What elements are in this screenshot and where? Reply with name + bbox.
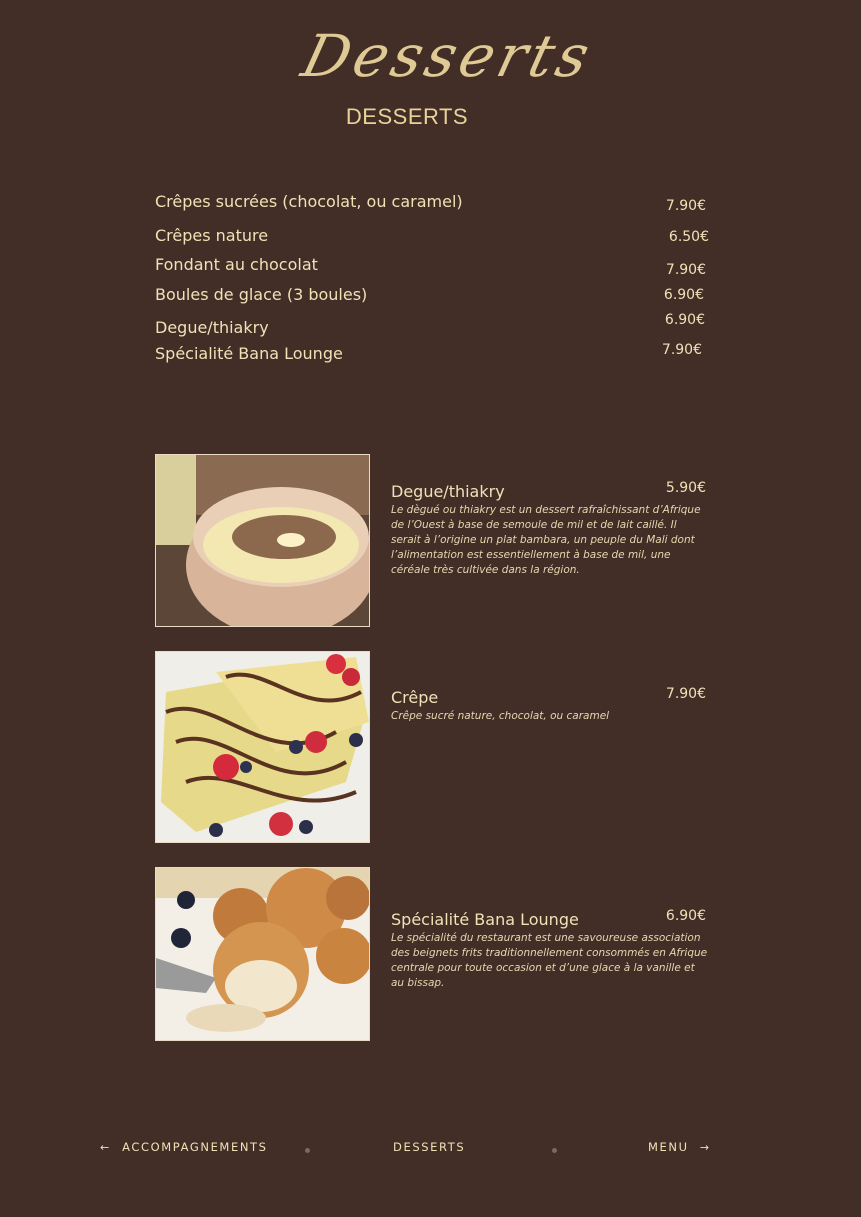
featured-item-price: 6.90€ [665,908,706,924]
featured-item-name: Degue/thiakry [391,482,505,501]
price-list-item-price: 7.90€ [665,262,706,278]
nav-prev-link[interactable] [100,1140,268,1154]
price-list-item-price: 6.90€ [664,312,705,328]
beignets-photo [155,867,370,1041]
featured-item-price: 5.90€ [665,480,706,496]
script-title: Desserts [295,22,600,90]
price-list-item-price: 6.50€ [668,229,709,245]
price-list-item-name: Fondant au chocolat [155,255,318,274]
price-list-item-name: Boules de glace (3 boules) [155,285,368,304]
featured-item-description: Le dègué ou thiakry est un dessert rafraîchissant d’Afrique de l’Ouest à base de semoule de mil et de lait caillé. Il serait à l’origine un plat bambara, un peuple du Mali dont l’alimentation est essentiellement à base de mil, une céréale très cultivée dans la région. [391,504,701,576]
degue-bowl-photo [155,454,370,627]
featured-item-name: Spécialité Bana Lounge [391,910,579,929]
nav-prev-label: ACCOMPAGNEMENTS [122,1140,268,1154]
price-list-item-name: Spécialité Bana Lounge [155,344,343,363]
nav-separator-dot [552,1148,557,1153]
crepe-photo [155,651,370,843]
price-list-item-price: 7.90€ [665,198,706,214]
featured-item-price: 7.90€ [665,686,706,702]
price-list-item-price: 7.90€ [661,342,702,358]
price-list-item-price: 6.90€ [663,287,704,303]
featured-item-name: Crêpe [391,688,439,707]
featured-item-description: Le spécialité du restaurant est une savoureuse association des beignets frits traditionnellement consommés en Afrique centrale pour toute occasion et d’une glace à la vanille et au bissap. [391,932,708,989]
price-list-item-name: Crêpes nature [155,226,269,245]
price-list-item-name: Degue/thiakry [155,318,269,337]
arrow-right-icon: → [699,1141,711,1154]
featured-item-description: Crêpe sucré nature, chocolat, ou caramel [391,710,610,722]
arrow-left-icon: ← [100,1141,111,1154]
page-title: DESSERTS [345,104,469,129]
nav-current[interactable] [393,1140,465,1154]
price-list-item-name: Crêpes sucrées (chocolat, ou caramel) [155,192,463,211]
nav-separator-dot [305,1148,310,1153]
nav-current-label: DESSERTS [393,1140,466,1154]
nav-next-link[interactable] [648,1140,711,1154]
nav-next-label: MENU [648,1140,689,1154]
